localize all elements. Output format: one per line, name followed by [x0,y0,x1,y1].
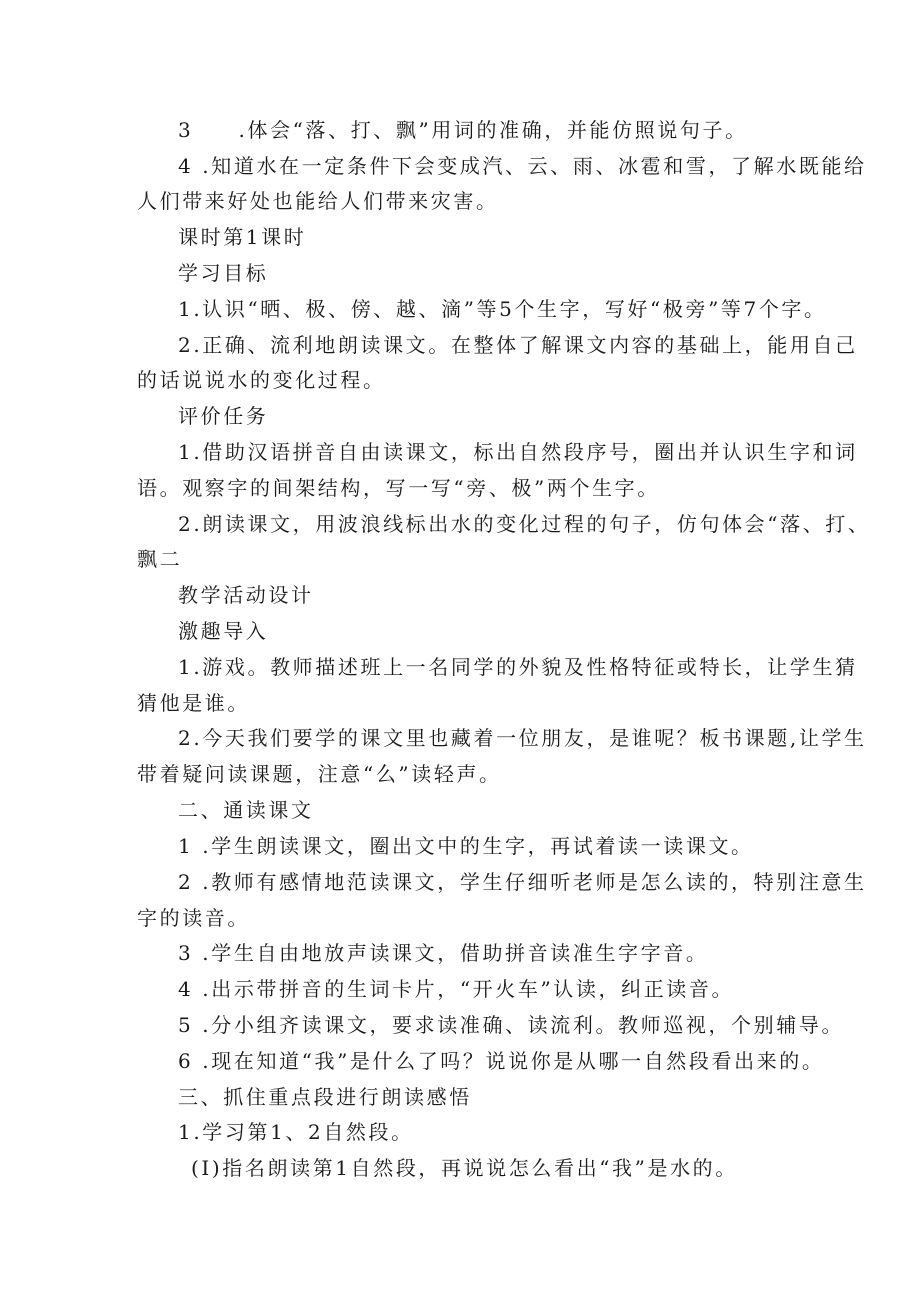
task-1-line-1: 1.借助汉语拼音自由读课文，标出自然段序号，圈出并认识生字和词 [178,440,858,464]
task-2-line-2: 飘二 [137,547,183,571]
reading-step-1: 1 .学生朗读课文，圈出文中的生字，再试着读一读课文。 [178,834,754,858]
section-2-heading: 二、通读课文 [178,798,314,822]
section-3-heading: 三、抓住重点段进行朗读感悟 [178,1085,472,1109]
lesson-period-heading: 课时第1课时 [178,225,307,249]
study-substep-1: (I)指名朗读第1自然段，再说说怎么看出“我”是水的。 [191,1156,738,1180]
intro-step-1-line-1: 1.游戏。教师描述班上一名同学的外貌及性格特征或特长，让学生猜 [178,655,858,679]
learning-goals-heading: 学习目标 [178,261,269,285]
goal-2-line-1: 2.正确、流利地朗读课文。在整体了解课文内容的基础上，能用自己 [178,333,858,357]
goal-1: 1.认识“晒、极、傍、越、滴”等5个生字，写好“极旁”等7个字。 [178,297,827,321]
intro-heading: 激趣导入 [178,619,269,643]
intro-step-2-line-2: 带着疑问读课题，注意“么”读轻声。 [137,762,502,786]
study-paragraphs-1-2: 1.学习第1、2自然段。 [178,1120,414,1144]
reading-step-2-line-1: 2 .教师有感情地范读课文，学生仔细听老师是怎么读的，特别注意生 [178,870,867,894]
objective-4-line-2: 人们带来好处也能给人们带来灾害。 [137,189,499,213]
reading-step-3: 3 .学生自由地放声读课文，借助拼音读准生字字音。 [178,941,709,965]
intro-step-2-line-1: 2.今天我们要学的课文里也藏着一位朋友，是谁呢？板书课题,让学生 [178,726,867,750]
intro-step-1-line-2: 猜他是谁。 [137,691,250,715]
reading-step-5: 5 .分小组齐读课文，要求读准确、读流利。教师巡视，个别辅导。 [178,1013,845,1037]
task-1-line-2: 语。观察字的间架结构，写一写“旁、极”两个生字。 [137,476,660,500]
task-2-line-1: 2.朗读课文，用波浪线标出水的变化过程的句子，仿句体会“落、打、 [178,512,871,536]
activity-design-heading: 教学活动设计 [178,583,314,607]
objective-3: 3 .体会“落、打、飘”用词的准确，并能仿照说句子。 [178,118,748,142]
reading-step-6: 6 .现在知道“我”是什么了吗？说说你是从哪一自然段看出来的。 [178,1049,825,1073]
goal-2-line-2: 的话说说水的变化过程。 [137,368,386,392]
reading-step-2-line-2: 字的读音。 [137,906,250,930]
reading-step-4: 4 .出示带拼音的生词卡片，“开火车”认读，纠正读音。 [178,977,735,1001]
objective-4-line-1: 4 .知道水在一定条件下会变成汽、云、雨、冰雹和雪，了解水既能给 [178,154,867,178]
assessment-tasks-heading: 评价任务 [178,404,269,428]
